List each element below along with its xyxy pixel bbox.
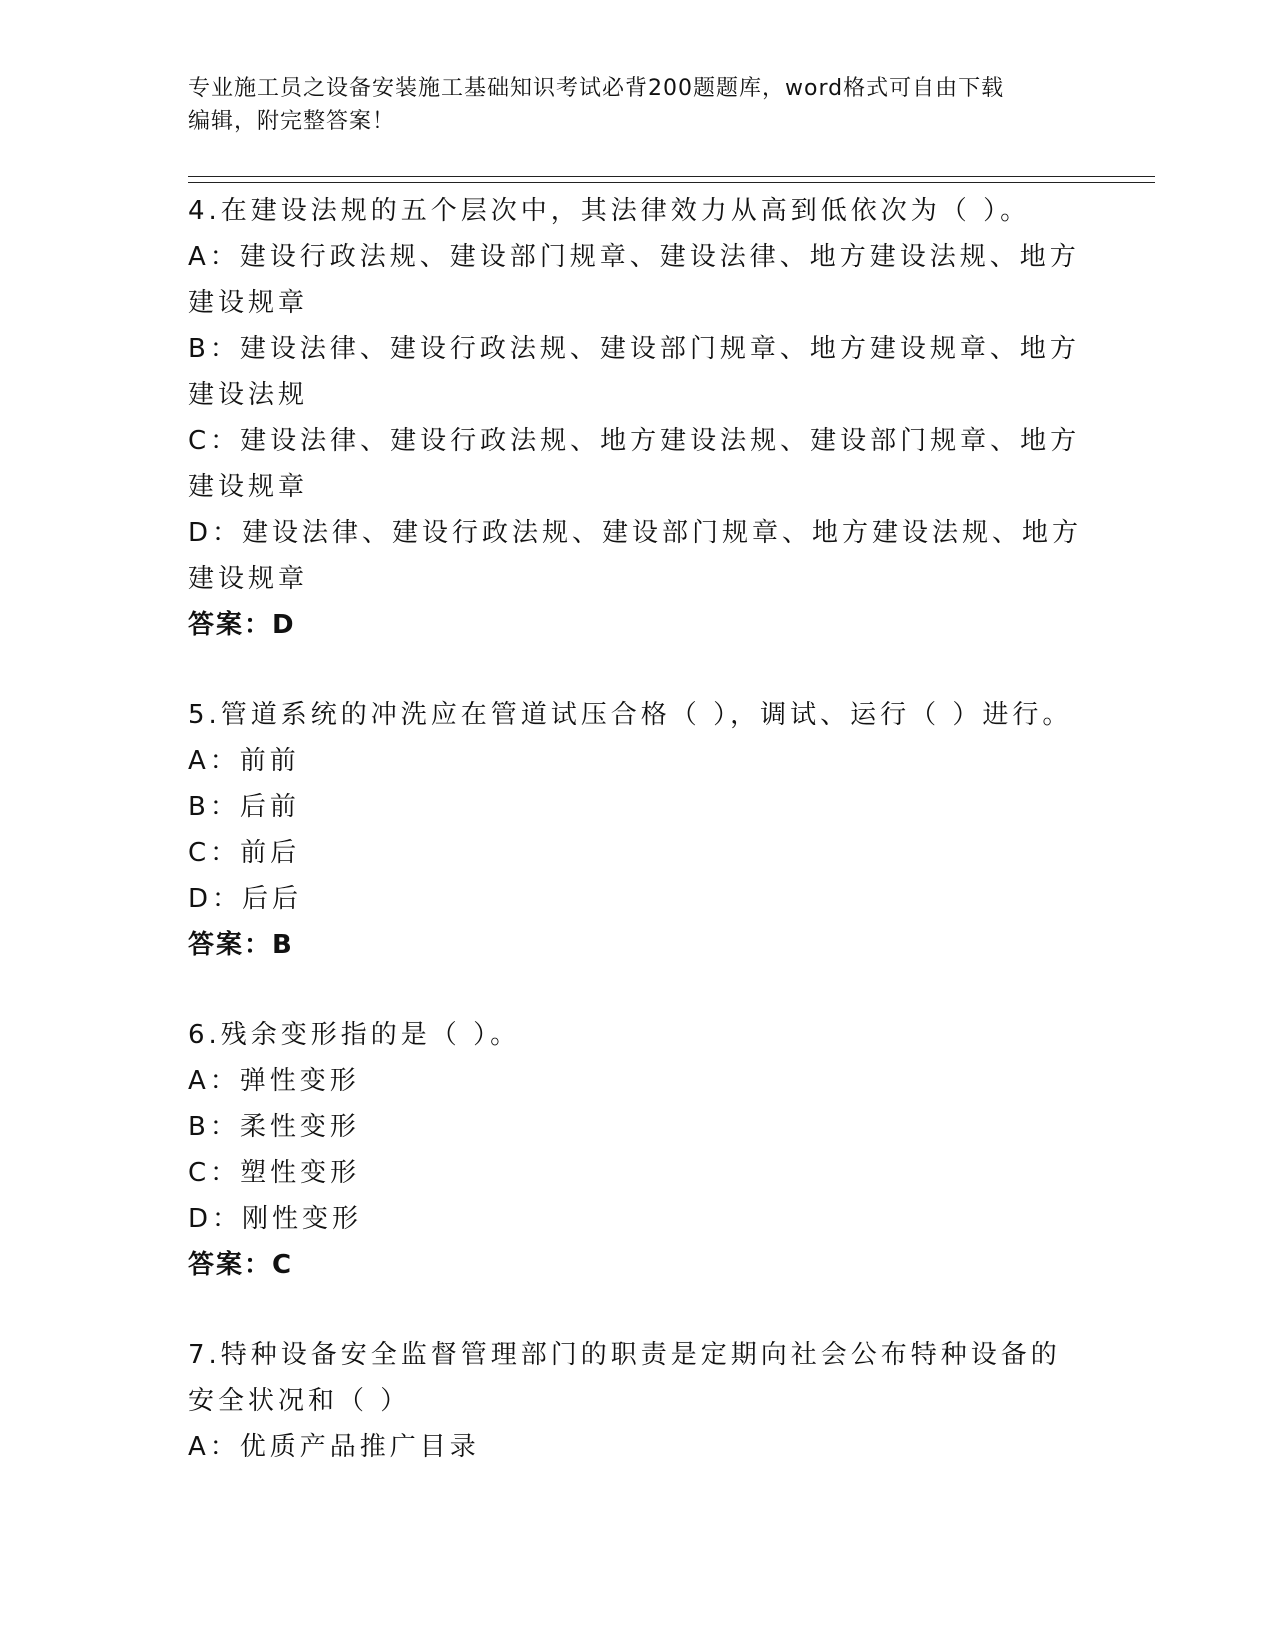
option-d: D：后后	[188, 884, 303, 914]
question-5	[188, 692, 1088, 968]
option-c: C：塑性变形	[188, 1158, 361, 1188]
header-line-1: 专业施工员之设备安装施工基础知识考试必背200题题库，word格式可自由下载	[188, 76, 1005, 101]
option-b: B：建设法律、建设行政法规、建设部门规章、地方建设规章、地方建设法规	[188, 334, 1080, 410]
option-b: B：柔性变形	[188, 1112, 360, 1142]
option-a: A：建设行政法规、建设部门规章、建设法律、地方建设法规、地方建设规章	[188, 242, 1080, 318]
option-c: C：建设法律、建设行政法规、地方建设法规、建设部门规章、地方建设规章	[188, 426, 1081, 502]
question-7	[188, 1332, 1088, 1470]
header-divider-bottom	[188, 182, 1155, 183]
header-divider-top	[188, 176, 1155, 177]
question-spacer	[188, 648, 1088, 692]
option-c: C：前后	[188, 838, 301, 868]
header-line-2: 编辑，附完整答案！	[188, 109, 396, 134]
option-a: A：优质产品推广目录	[188, 1432, 480, 1462]
answer-label: 答案：C	[188, 1250, 294, 1280]
question-title: 7.特种设备安全监督管理部门的职责是定期向社会公布特种设备的安全状况和（ ）	[188, 1340, 1061, 1416]
option-d: D：刚性变形	[188, 1204, 363, 1234]
question-title: 6.残余变形指的是（ ）。	[188, 1020, 521, 1050]
question-list	[188, 188, 1088, 1470]
option-b: B：后前	[188, 792, 300, 822]
question-spacer	[188, 1288, 1088, 1332]
question-6	[188, 1012, 1088, 1288]
question-spacer	[188, 968, 1088, 1012]
option-a: A：前前	[188, 746, 300, 776]
option-a: A：弹性变形	[188, 1066, 360, 1096]
question-title: 4.在建设法规的五个层次中，其法律效力从高到低依次为（ ）。	[188, 196, 1031, 226]
question-4	[188, 188, 1088, 648]
document-header	[188, 72, 1068, 138]
question-title: 5.管道系统的冲洗应在管道试压合格（ ），调试、运行（ ）进行。	[188, 700, 1073, 730]
option-d: D：建设法律、建设行政法规、建设部门规章、地方建设法规、地方建设规章	[188, 518, 1083, 594]
answer-label: 答案：D	[188, 610, 296, 640]
answer-label: 答案：B	[188, 930, 294, 960]
